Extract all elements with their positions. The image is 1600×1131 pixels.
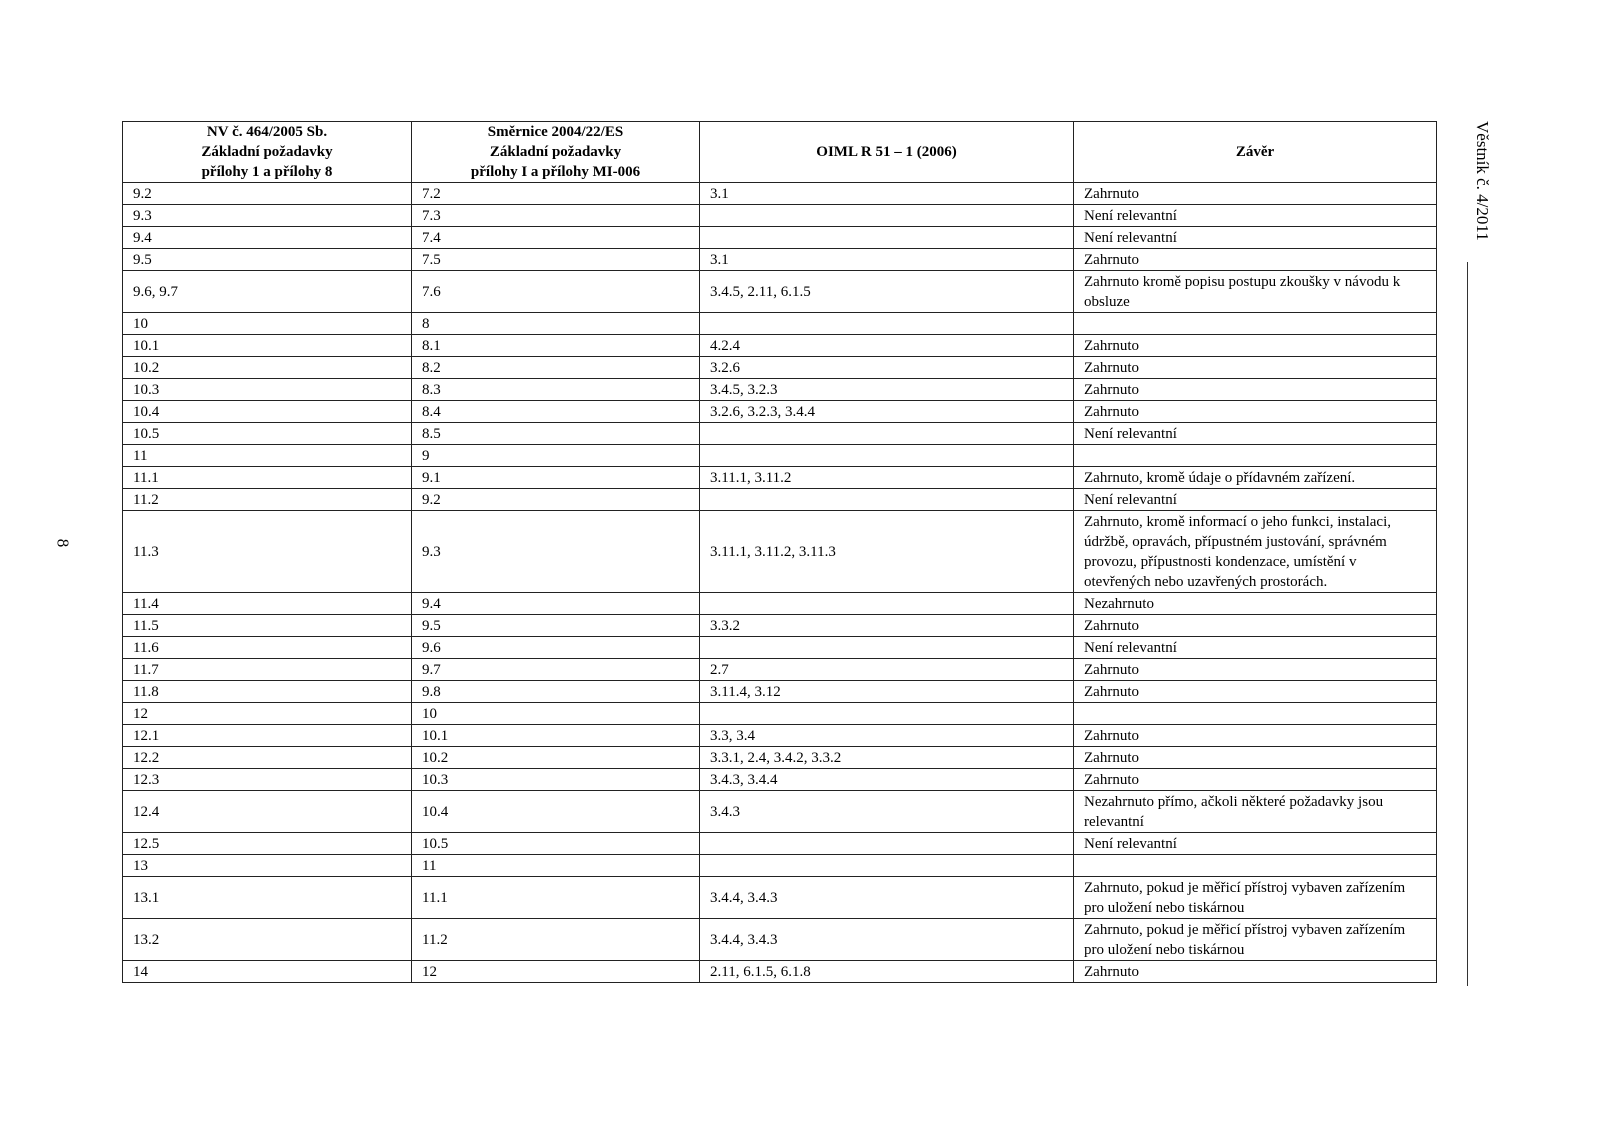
cell-nv: 10.2 xyxy=(123,357,412,379)
cell-smernice: 9.8 xyxy=(412,681,700,703)
cell-smernice: 7.4 xyxy=(412,227,700,249)
cell-smernice: 9.6 xyxy=(412,637,700,659)
table-row xyxy=(123,511,1437,593)
header-oiml xyxy=(700,122,1074,183)
cell-smernice: 9.1 xyxy=(412,467,700,489)
table-row xyxy=(123,423,1437,445)
header-nv xyxy=(123,122,412,183)
table-row xyxy=(123,919,1437,961)
table-row xyxy=(123,379,1437,401)
table-row xyxy=(123,335,1437,357)
cell-smernice: 9.5 xyxy=(412,615,700,637)
cell-zaver: Zahrnuto, pokud je měřicí přístroj vybaven zařízením pro uložení nebo tiskárnou xyxy=(1074,877,1437,919)
cell-smernice: 11.1 xyxy=(412,877,700,919)
cell-oiml: 4.2.4 xyxy=(700,335,1074,357)
header-line: OIML R 51 – 1 (2006) xyxy=(816,144,957,160)
cell-nv: 13 xyxy=(123,855,412,877)
cell-nv: 11.7 xyxy=(123,659,412,681)
cell-nv: 10.1 xyxy=(123,335,412,357)
table-row xyxy=(123,725,1437,747)
table-row xyxy=(123,183,1437,205)
cell-smernice: 10.3 xyxy=(412,769,700,791)
header-line: Základní požadavky xyxy=(489,144,622,160)
cell-nv: 10.3 xyxy=(123,379,412,401)
cell-oiml: 3.3, 3.4 xyxy=(700,725,1074,747)
cell-nv: 9.4 xyxy=(123,227,412,249)
cell-nv: 9.5 xyxy=(123,249,412,271)
cell-nv: 12.5 xyxy=(123,833,412,855)
cell-nv: 10.4 xyxy=(123,401,412,423)
cell-smernice: 10.2 xyxy=(412,747,700,769)
cell-nv: 14 xyxy=(123,961,412,983)
table-row xyxy=(123,489,1437,511)
table-row xyxy=(123,747,1437,769)
cell-smernice: 7.3 xyxy=(412,205,700,227)
cell-smernice: 7.5 xyxy=(412,249,700,271)
cell-smernice: 9.4 xyxy=(412,593,700,615)
cell-smernice: 8.2 xyxy=(412,357,700,379)
cell-oiml: 3.11.1, 3.11.2, 3.11.3 xyxy=(700,511,1074,593)
cell-oiml: 3.1 xyxy=(700,183,1074,205)
cell-zaver: Není relevantní xyxy=(1074,205,1437,227)
cell-zaver: Zahrnuto xyxy=(1074,681,1437,703)
cell-oiml xyxy=(700,703,1074,725)
cell-smernice: 9.7 xyxy=(412,659,700,681)
cell-zaver: Zahrnuto xyxy=(1074,335,1437,357)
cell-oiml: 3.3.1, 2.4, 3.4.2, 3.3.2 xyxy=(700,747,1074,769)
cell-smernice: 8.1 xyxy=(412,335,700,357)
header-line: NV č. 464/2005 Sb. xyxy=(206,124,328,140)
cell-smernice: 8.3 xyxy=(412,379,700,401)
cell-oiml: 3.11.1, 3.11.2 xyxy=(700,467,1074,489)
cell-smernice: 9 xyxy=(412,445,700,467)
cell-smernice: 10.1 xyxy=(412,725,700,747)
cell-zaver: Nezahrnuto přímo, ačkoli některé požadavky jsou relevantní xyxy=(1074,791,1437,833)
cell-oiml xyxy=(700,205,1074,227)
cell-zaver xyxy=(1074,703,1437,725)
cell-oiml xyxy=(700,423,1074,445)
table-row xyxy=(123,467,1437,489)
cell-oiml xyxy=(700,833,1074,855)
header-line: Základní požadavky xyxy=(201,144,333,160)
cell-zaver: Zahrnuto xyxy=(1074,357,1437,379)
cell-nv: 9.2 xyxy=(123,183,412,205)
cell-nv: 11.5 xyxy=(123,615,412,637)
table-row xyxy=(123,593,1437,615)
cell-zaver: Zahrnuto xyxy=(1074,249,1437,271)
cell-nv: 11.3 xyxy=(123,511,412,593)
cell-zaver: Zahrnuto xyxy=(1074,659,1437,681)
table-header-row xyxy=(123,122,1437,183)
cell-nv: 13.1 xyxy=(123,877,412,919)
cell-nv: 12.1 xyxy=(123,725,412,747)
cell-zaver: Zahrnuto xyxy=(1074,401,1437,423)
table-row xyxy=(123,615,1437,637)
cell-zaver: Zahrnuto xyxy=(1074,961,1437,983)
cell-oiml: 3.4.4, 3.4.3 xyxy=(700,877,1074,919)
cell-zaver: Zahrnuto, kromě údaje o přídavném zařízení. xyxy=(1074,467,1437,489)
journal-header: Věstník č. 4/2011 xyxy=(1473,121,1492,241)
cell-oiml: 3.2.6 xyxy=(700,357,1074,379)
cell-oiml: 3.4.3, 3.4.4 xyxy=(700,769,1074,791)
cell-oiml: 3.4.3 xyxy=(700,791,1074,833)
table-row xyxy=(123,769,1437,791)
cell-smernice: 10.5 xyxy=(412,833,700,855)
cell-oiml: 3.11.4, 3.12 xyxy=(700,681,1074,703)
table-row xyxy=(123,401,1437,423)
cell-zaver xyxy=(1074,445,1437,467)
cell-smernice: 8.5 xyxy=(412,423,700,445)
cell-zaver: Není relevantní xyxy=(1074,423,1437,445)
cell-nv: 11 xyxy=(123,445,412,467)
cell-zaver: Není relevantní xyxy=(1074,489,1437,511)
cell-zaver: Zahrnuto xyxy=(1074,769,1437,791)
cell-oiml: 3.4.5, 3.2.3 xyxy=(700,379,1074,401)
cell-oiml xyxy=(700,593,1074,615)
cell-zaver: Zahrnuto, pokud je měřicí přístroj vybaven zařízením pro uložení nebo tiskárnou xyxy=(1074,919,1437,961)
cell-oiml xyxy=(700,445,1074,467)
cell-nv: 12 xyxy=(123,703,412,725)
table-row xyxy=(123,877,1437,919)
table-row xyxy=(123,855,1437,877)
cell-smernice: 8.4 xyxy=(412,401,700,423)
table-row xyxy=(123,357,1437,379)
cell-oiml: 2.7 xyxy=(700,659,1074,681)
cell-oiml: 3.1 xyxy=(700,249,1074,271)
cell-zaver: Zahrnuto xyxy=(1074,615,1437,637)
cell-nv: 10.5 xyxy=(123,423,412,445)
cell-smernice: 7.6 xyxy=(412,271,700,313)
table-row xyxy=(123,313,1437,335)
cell-oiml xyxy=(700,637,1074,659)
page-number: 8 xyxy=(53,538,73,548)
cell-oiml: 3.3.2 xyxy=(700,615,1074,637)
header-line: Směrnice 2004/22/ES xyxy=(487,124,624,140)
table-row xyxy=(123,659,1437,681)
cell-smernice: 10 xyxy=(412,703,700,725)
cell-oiml: 3.4.4, 3.4.3 xyxy=(700,919,1074,961)
cell-nv: 11.2 xyxy=(123,489,412,511)
table-row xyxy=(123,249,1437,271)
cell-zaver: Zahrnuto xyxy=(1074,183,1437,205)
cell-oiml xyxy=(700,313,1074,335)
cell-nv: 13.2 xyxy=(123,919,412,961)
table-row xyxy=(123,791,1437,833)
cell-smernice: 10.4 xyxy=(412,791,700,833)
cell-zaver: Není relevantní xyxy=(1074,637,1437,659)
cell-oiml: 3.2.6, 3.2.3, 3.4.4 xyxy=(700,401,1074,423)
cell-smernice: 11.2 xyxy=(412,919,700,961)
cell-nv: 11.4 xyxy=(123,593,412,615)
header-line: přílohy 1 a přílohy 8 xyxy=(201,164,333,180)
cell-oiml xyxy=(700,489,1074,511)
cell-zaver: Není relevantní xyxy=(1074,227,1437,249)
cell-nv: 9.6, 9.7 xyxy=(123,271,412,313)
cell-smernice: 9.3 xyxy=(412,511,700,593)
margin-rule xyxy=(1467,262,1468,986)
cell-zaver xyxy=(1074,313,1437,335)
header-line: přílohy I a přílohy MI-006 xyxy=(470,164,641,180)
header-line: Závěr xyxy=(1235,144,1275,160)
cell-nv: 9.3 xyxy=(123,205,412,227)
table-row xyxy=(123,833,1437,855)
cell-nv: 12.3 xyxy=(123,769,412,791)
table-row xyxy=(123,445,1437,467)
cell-smernice: 11 xyxy=(412,855,700,877)
cell-nv: 11.8 xyxy=(123,681,412,703)
cell-oiml: 2.11, 6.1.5, 6.1.8 xyxy=(700,961,1074,983)
cell-zaver xyxy=(1074,855,1437,877)
cell-zaver: Zahrnuto xyxy=(1074,725,1437,747)
correspondence-table xyxy=(122,121,1437,983)
header-smernice xyxy=(412,122,700,183)
table-row xyxy=(123,961,1437,983)
cell-oiml xyxy=(700,855,1074,877)
cell-nv: 11.1 xyxy=(123,467,412,489)
cell-smernice: 7.2 xyxy=(412,183,700,205)
cell-zaver: Zahrnuto xyxy=(1074,379,1437,401)
table-row xyxy=(123,205,1437,227)
cell-smernice: 9.2 xyxy=(412,489,700,511)
cell-zaver: Není relevantní xyxy=(1074,833,1437,855)
cell-zaver: Zahrnuto xyxy=(1074,747,1437,769)
table-row xyxy=(123,703,1437,725)
cell-zaver: Zahrnuto kromě popisu postupu zkoušky v návodu k obsluze xyxy=(1074,271,1437,313)
table-row xyxy=(123,637,1437,659)
cell-nv: 10 xyxy=(123,313,412,335)
cell-oiml: 3.4.5, 2.11, 6.1.5 xyxy=(700,271,1074,313)
cell-zaver: Nezahrnuto xyxy=(1074,593,1437,615)
cell-zaver: Zahrnuto, kromě informací o jeho funkci, instalaci, údržbě, opravách, přípustném justování, správném provozu, přípustnosti kondenzace, umístění v otevřených nebo uzavřených prostorách. xyxy=(1074,511,1437,593)
table-row xyxy=(123,271,1437,313)
cell-nv: 12.4 xyxy=(123,791,412,833)
table-row xyxy=(123,227,1437,249)
cell-smernice: 8 xyxy=(412,313,700,335)
header-zaver xyxy=(1074,122,1437,183)
cell-smernice: 12 xyxy=(412,961,700,983)
table-row xyxy=(123,681,1437,703)
cell-oiml xyxy=(700,227,1074,249)
cell-nv: 12.2 xyxy=(123,747,412,769)
cell-nv: 11.6 xyxy=(123,637,412,659)
